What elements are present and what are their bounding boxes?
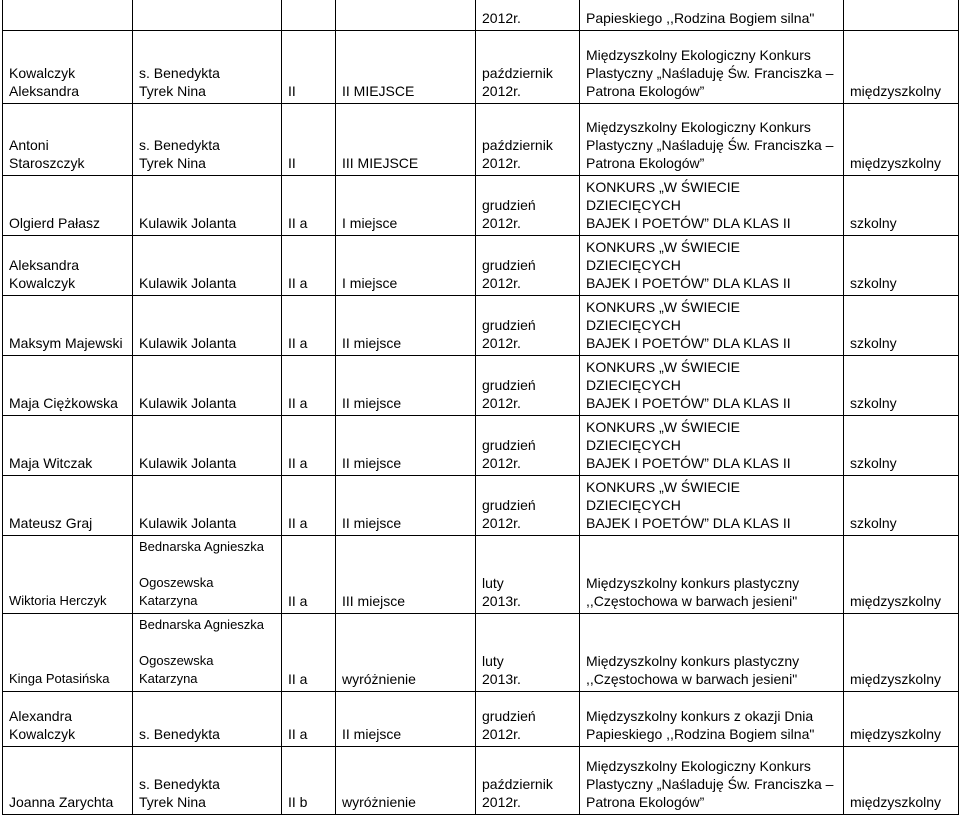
student-name-cell: Olgierd Pałasz	[3, 176, 133, 236]
teacher-cell: Kulawik Jolanta	[133, 416, 282, 476]
teacher-cell: Kulawik Jolanta	[133, 356, 282, 416]
table-row	[3, 476, 959, 536]
contest-cell: KONKURS „W ŚWIECIE DZIECIĘCYCH BAJEK I POETÓW” DLA KLAS II	[580, 476, 844, 536]
class-cell: II a	[282, 692, 336, 747]
contest-cell: Międzyszkolny konkurs plastyczny ,,Częstochowa w barwach jesieni"	[580, 536, 844, 614]
table-row	[3, 692, 959, 747]
contest-cell: KONKURS „W ŚWIECIE DZIECIĘCYCH BAJEK I POETÓW” DLA KLAS II	[580, 356, 844, 416]
teacher-cell: Kulawik Jolanta	[133, 236, 282, 296]
date-cell: grudzień 2012r.	[476, 236, 580, 296]
contest-cell: KONKURS „W ŚWIECIE DZIECIĘCYCH BAJEK I POETÓW” DLA KLAS II	[580, 236, 844, 296]
place-cell: wyróżnienie	[336, 614, 476, 692]
level-cell: szkolny	[844, 176, 959, 236]
class-cell: II a	[282, 176, 336, 236]
class-cell: II b	[282, 747, 336, 815]
contest-cell: Międzyszkolny Ekologiczny Konkurs Plastyczny „Naśladuję Św. Franciszka – Patrona Ekologów”	[580, 104, 844, 176]
student-name-cell: Kinga Potasińska	[3, 614, 133, 692]
student-name-cell: Maja Witczak	[3, 416, 133, 476]
date-cell: październik 2012r.	[476, 747, 580, 815]
teacher-cell: s. Benedykta Tyrek Nina	[133, 104, 282, 176]
class-cell: II	[282, 104, 336, 176]
contest-cell: Papieskiego ,,Rodzina Bogiem silna"	[580, 0, 844, 31]
date-cell: grudzień 2012r.	[476, 476, 580, 536]
date-cell: grudzień 2012r.	[476, 296, 580, 356]
student-name-cell	[3, 0, 133, 31]
place-cell: II miejsce	[336, 692, 476, 747]
level-cell: międzyszkolny	[844, 104, 959, 176]
teacher-cell: Kulawik Jolanta	[133, 176, 282, 236]
date-cell: luty 2013r.	[476, 536, 580, 614]
class-cell: II a	[282, 614, 336, 692]
date-cell: 2012r.	[476, 0, 580, 31]
level-cell: szkolny	[844, 236, 959, 296]
student-name-cell: Wiktoria Herczyk	[3, 536, 133, 614]
level-cell: szkolny	[844, 416, 959, 476]
student-name-cell: Alexandra Kowalczyk	[3, 692, 133, 747]
teacher-cell: Bednarska Agnieszka Ogoszewska Katarzyna	[133, 614, 282, 692]
date-cell: grudzień 2012r.	[476, 692, 580, 747]
date-cell: grudzień 2012r.	[476, 176, 580, 236]
student-name-cell: Antoni Staroszczyk	[3, 104, 133, 176]
place-cell: III miejsce	[336, 536, 476, 614]
date-cell: luty 2013r.	[476, 614, 580, 692]
level-cell: międzyszkolny	[844, 747, 959, 815]
date-cell: grudzień 2012r.	[476, 356, 580, 416]
awards-table	[2, 0, 959, 815]
teacher-cell: Kulawik Jolanta	[133, 476, 282, 536]
place-cell	[336, 0, 476, 31]
place-cell: III MIEJSCE	[336, 104, 476, 176]
table-row	[3, 536, 959, 614]
contest-cell: KONKURS „W ŚWIECIE DZIECIĘCYCH BAJEK I POETÓW” DLA KLAS II	[580, 176, 844, 236]
table-row	[3, 296, 959, 356]
place-cell: wyróżnienie	[336, 747, 476, 815]
place-cell: II miejsce	[336, 356, 476, 416]
level-cell: szkolny	[844, 476, 959, 536]
class-cell: II a	[282, 296, 336, 356]
place-cell: II miejsce	[336, 296, 476, 356]
date-cell: październik 2012r.	[476, 104, 580, 176]
date-cell: październik 2012r.	[476, 31, 580, 104]
class-cell: II a	[282, 356, 336, 416]
student-name-cell: Kowalczyk Aleksandra	[3, 31, 133, 104]
student-name-cell: Maksym Majewski	[3, 296, 133, 356]
class-cell: II	[282, 31, 336, 104]
level-cell: międzyszkolny	[844, 692, 959, 747]
teacher-cell	[133, 0, 282, 31]
teacher-cell: Kulawik Jolanta	[133, 296, 282, 356]
table-row	[3, 104, 959, 176]
place-cell: II miejsce	[336, 416, 476, 476]
level-cell	[844, 0, 959, 31]
class-cell: II a	[282, 236, 336, 296]
level-cell: międzyszkolny	[844, 614, 959, 692]
place-cell: II MIEJSCE	[336, 31, 476, 104]
teacher-cell: Bednarska Agnieszka Ogoszewska Katarzyna	[133, 536, 282, 614]
awards-table-body	[3, 0, 959, 815]
student-name-cell: Mateusz Graj	[3, 476, 133, 536]
table-row	[3, 747, 959, 815]
class-cell: II a	[282, 536, 336, 614]
table-row	[3, 0, 959, 31]
teacher-cell: s. Benedykta Tyrek Nina	[133, 31, 282, 104]
table-row	[3, 176, 959, 236]
place-cell: I miejsce	[336, 176, 476, 236]
student-name-cell: Aleksandra Kowalczyk	[3, 236, 133, 296]
class-cell: II a	[282, 476, 336, 536]
table-row	[3, 416, 959, 476]
contest-cell: Międzyszkolny konkurs z okazji Dnia Papieskiego ,,Rodzina Bogiem silna"	[580, 692, 844, 747]
class-cell: II a	[282, 416, 336, 476]
contest-cell: KONKURS „W ŚWIECIE DZIECIĘCYCH BAJEK I POETÓW” DLA KLAS II	[580, 296, 844, 356]
level-cell: międzyszkolny	[844, 536, 959, 614]
place-cell: I miejsce	[336, 236, 476, 296]
student-name-cell: Maja Ciężkowska	[3, 356, 133, 416]
table-row	[3, 31, 959, 104]
teacher-cell: s. Benedykta Tyrek Nina	[133, 747, 282, 815]
table-row	[3, 614, 959, 692]
contest-cell: KONKURS „W ŚWIECIE DZIECIĘCYCH BAJEK I POETÓW” DLA KLAS II	[580, 416, 844, 476]
contest-cell: Międzyszkolny Ekologiczny Konkurs Plastyczny „Naśladuję Św. Franciszka – Patrona Ekologów”	[580, 31, 844, 104]
date-cell: grudzień 2012r.	[476, 416, 580, 476]
level-cell: szkolny	[844, 296, 959, 356]
contest-cell: Międzyszkolny Ekologiczny Konkurs Plastyczny „Naśladuję Św. Franciszka – Patrona Ekologów”	[580, 747, 844, 815]
teacher-cell: s. Benedykta	[133, 692, 282, 747]
table-row	[3, 236, 959, 296]
place-cell: II miejsce	[336, 476, 476, 536]
contest-cell: Międzyszkolny konkurs plastyczny ,,Częstochowa w barwach jesieni"	[580, 614, 844, 692]
table-row	[3, 356, 959, 416]
level-cell: międzyszkolny	[844, 31, 959, 104]
student-name-cell: Joanna Zarychta	[3, 747, 133, 815]
level-cell: szkolny	[844, 356, 959, 416]
class-cell	[282, 0, 336, 31]
